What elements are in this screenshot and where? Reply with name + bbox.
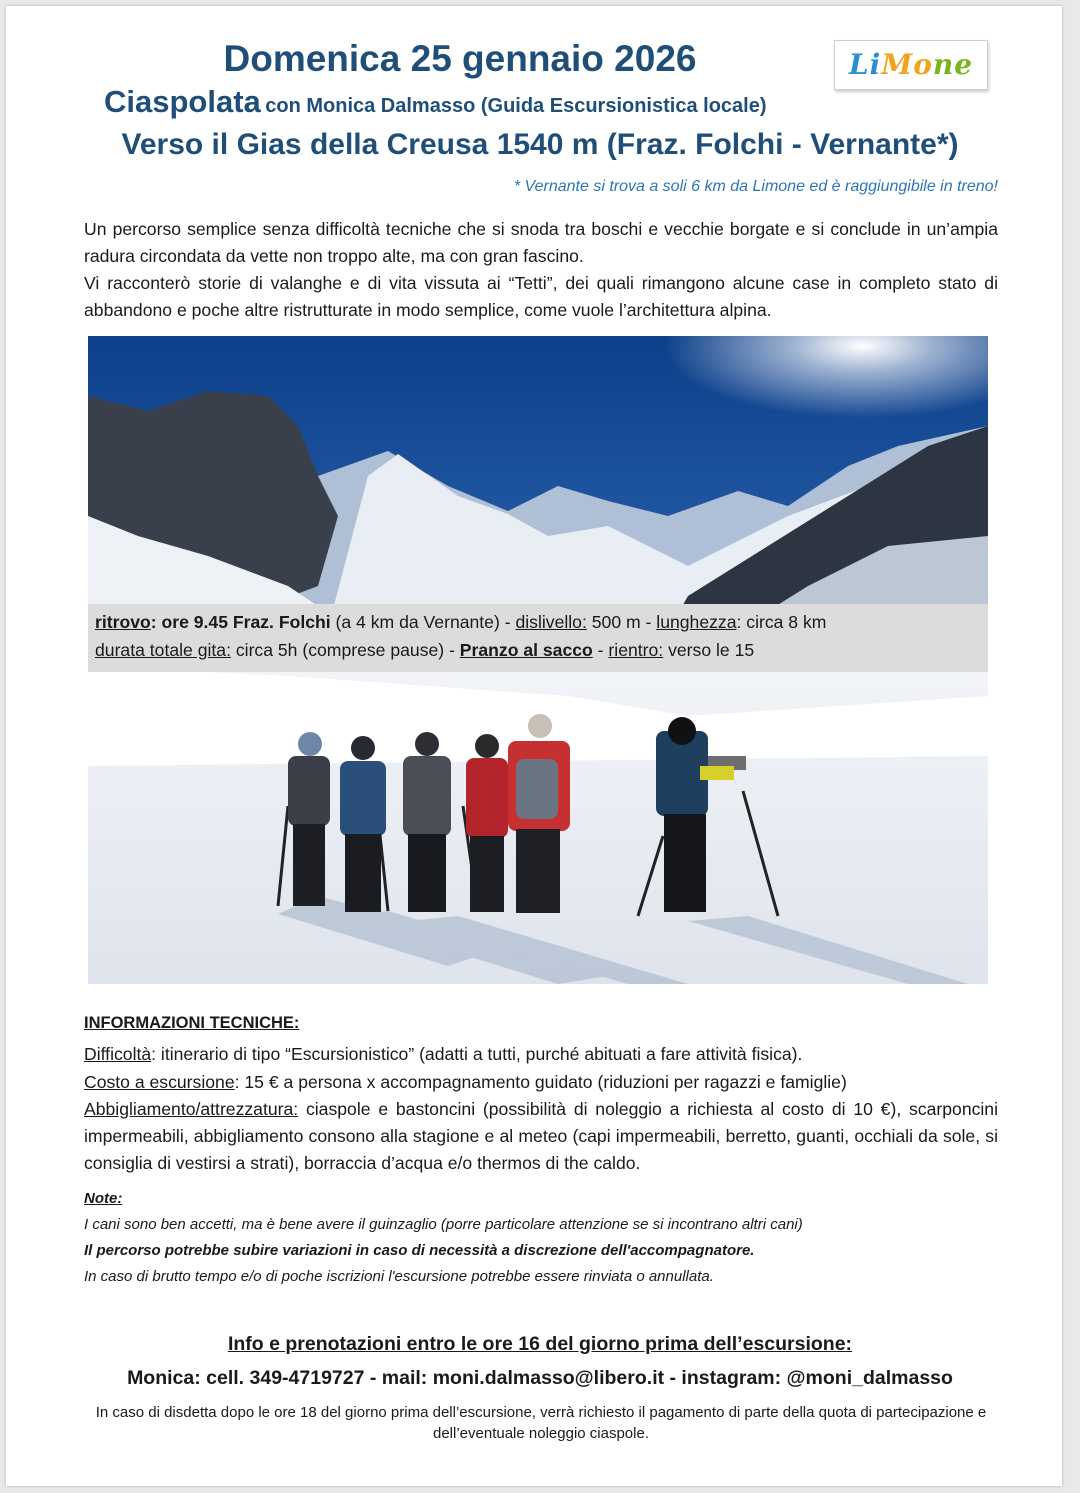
separator: - [592, 640, 609, 660]
info-row-2 [95, 636, 988, 664]
technical-info [84, 1010, 998, 1178]
elevation-label: dislivello: [515, 612, 587, 632]
trip-info-bar [88, 604, 988, 672]
contact-line: Monica: cell. 349-4719727 - mail: moni.dalmasso@libero.it - instagram: @moni_dalmasso [127, 1367, 953, 1389]
technical-heading: INFORMAZIONI TECNICHE: [84, 1014, 300, 1032]
page-title: Domenica 25 gennaio 2026 [223, 38, 697, 79]
note-line-3: In caso di brutto tempo e/o di poche iscrizioni l'escursione potrebbe essere rinviata o annullata. [84, 1268, 714, 1285]
gear-row [84, 1096, 998, 1178]
difficulty-row [84, 1041, 998, 1068]
duration-label: durata totale gita: [95, 640, 231, 660]
meeting-value: : ore 9.45 Fraz. Folchi [150, 612, 331, 632]
note-line-2: Il percorso potrebbe subire variazioni in caso di necessità a discrezione dell'accompagnatore. [84, 1242, 755, 1259]
duration-value: circa 5h (comprese pause) - [230, 640, 460, 660]
difficulty-label: Difficoltà [84, 1044, 152, 1065]
limone-logo: LiMone [834, 40, 988, 90]
booking-heading: Info e prenotazioni entro le ore 16 del giorno prima dell’escursione: [227, 1333, 853, 1355]
notes-heading: Note: [84, 1190, 123, 1207]
note-line-1: I cani sono ben accetti, ma è bene avere il guinzaglio (porre particolare attenzione se si incontrano altri cani) [84, 1216, 803, 1233]
notes-section [84, 1186, 998, 1290]
intro-text [84, 216, 998, 324]
elevation-value: 500 m - [586, 612, 657, 632]
route-title: Verso il Gias della Creusa 1540 m (Fraz. Folchi - Vernante*) [121, 128, 959, 161]
cost-label: Costo a escursione [84, 1071, 235, 1092]
meeting-note: (a 4 km da Vernante) - [330, 612, 516, 632]
meeting-label: ritrovo [95, 612, 151, 632]
cancellation-policy: In caso di disdetta dopo le ore 18 del giorno prima dell’escursione, verrà richiesto il pagamento di parte della quota di partecipazione e dell’eventuale noleggio ciaspole. [95, 1404, 987, 1442]
gear-label: Abbigliamento/attrezzatura: [84, 1098, 299, 1119]
route-footnote: * Vernante si trova a soli 6 km da Limone ed è raggiungibile in treno! [513, 178, 998, 195]
length-label: lunghezza [656, 612, 737, 632]
lunch-label: Pranzo al sacco [459, 640, 593, 660]
length-value: : circa 8 km [736, 612, 827, 632]
return-label: rientro: [608, 640, 664, 660]
activity-name: Ciaspolata [104, 84, 261, 119]
cost-value: : 15 € a persona x accompagnamento guidato (riduzioni per ragazzi e famiglie) [234, 1071, 847, 1092]
difficulty-value: : itinerario di tipo “Escursionistico” (adatti a tutti, purché abituati a fare attività fisica). [151, 1044, 803, 1065]
intro-paragraph-1: Un percorso semplice senza difficoltà tecniche che si snoda tra boschi e vecchie borgate e si conclude in un’ampia radura circondata da vette non troppo alte, ma con gran fascino. [84, 219, 998, 266]
intro-paragraph-2: Vi racconterò storie di valanghe e di vita vissuta ai “Tetti”, dei quali rimangono alcune case in completo stato di abbandono e poche altre ristrutturate in modo semplice, come vuole l’architettura alpina. [84, 273, 998, 320]
gear-value: ciaspole e bastoncini (possibilità di noleggio a richiesta al costo di 10 €), scarponcini impermeabili, abbigliamento consono alla stagione e al meteo (capi impermeabili, berretto, guanti, occhiali da sole, si consiglia di vestirsi a strati), borraccia d’acqua e/o thermos di the caldo. [84, 1098, 998, 1174]
cost-row [84, 1069, 998, 1096]
guide-name: con Monica Dalmasso (Guida Escursionistica locale) [265, 95, 767, 117]
subtitle [104, 84, 767, 120]
return-value: verso le 15 [663, 640, 755, 660]
info-row-1 [95, 608, 988, 636]
